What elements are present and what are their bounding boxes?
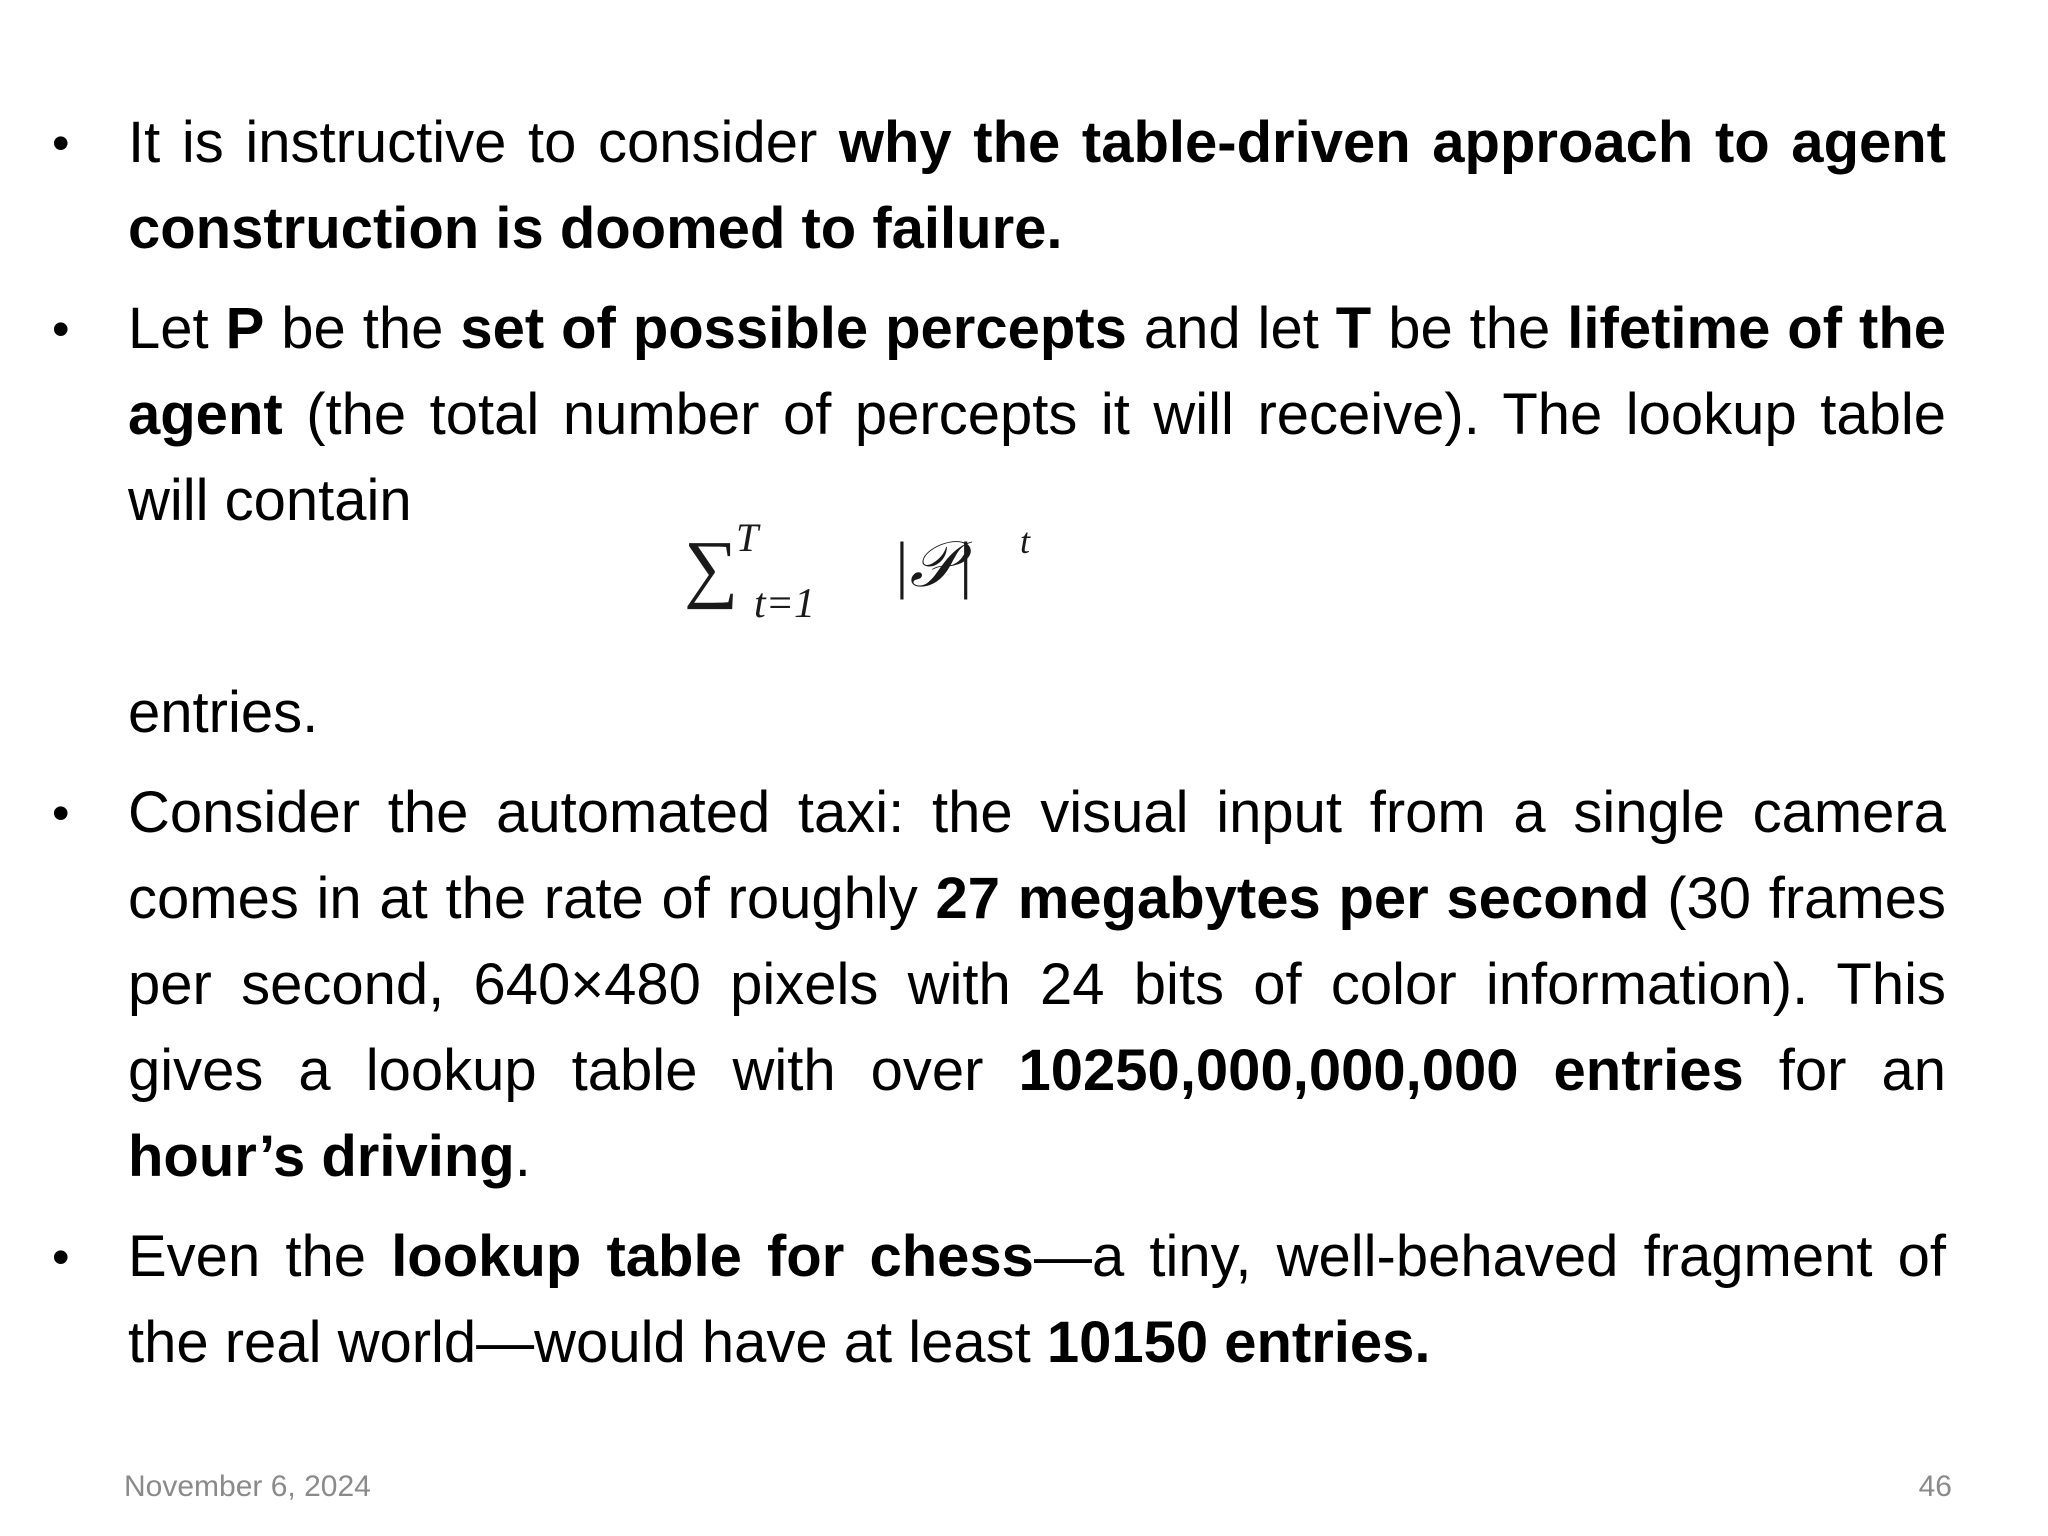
bullet-text: [128, 780, 1946, 1189]
formula-row: [46, 515, 1946, 670]
bullet-text-run: and let: [1126, 296, 1336, 361]
bullet-continuation-text: entries.: [128, 680, 319, 745]
bullet-text-run: It is instructive to consider: [128, 110, 839, 175]
bullet-marker: •: [52, 115, 70, 171]
bullet-text-bold-run: 27 megabytes per second: [935, 866, 1650, 931]
bullet-text-run: —a tiny, well-behaved fragment of the real world—would have at least: [128, 1224, 1947, 1375]
bullet-text-bold-run: P: [225, 296, 265, 361]
formula-exponent: t: [1020, 521, 1031, 561]
bullet-text-bold-run: lifetime of the agent: [128, 296, 1947, 447]
bullet-text-bold-run: lookup table for chess: [391, 1224, 1034, 1289]
bullet-item-1: [46, 100, 1946, 272]
bullet-item-4: [46, 1214, 1946, 1386]
bullet-text-bold-run: 10250,000,000,000 entries: [1018, 1038, 1744, 1103]
bullet-text-run: for an: [1743, 1038, 1946, 1103]
bullet-text-run: Consider the automated taxi: the visual input from a single camera comes in at the rate of roughly: [128, 780, 1946, 931]
bullet-text: [128, 296, 1946, 533]
bullet-text-bold-run: why the table-driven approach to agent construction is doomed to failure.: [128, 110, 1946, 261]
bullet-item-2: [46, 286, 1946, 544]
formula-term: |𝒫|: [892, 529, 974, 600]
bullet-marker: •: [52, 785, 70, 841]
summation-formula: [684, 515, 1031, 627]
bullet-text-run: .: [514, 1124, 531, 1189]
bullet-text-bold-run: hour’s driving: [128, 1124, 515, 1189]
bullet-text-run: (30 frames per second, 640×480 pixels with 24 bits of color information). This gives a lookup table with over: [128, 866, 1947, 1103]
formula-lower-limit: t=1: [754, 581, 816, 627]
bullet-marker: •: [52, 1229, 70, 1285]
bullet-text-bold-run: set of possible percepts: [460, 296, 1127, 361]
bullet-text-run: Even the: [128, 1224, 392, 1289]
slide-body: [46, 100, 1946, 1400]
bullet-text-run: be the: [1371, 296, 1568, 361]
bullet-text-run: be the: [264, 296, 461, 361]
bullet-text-run: (the total number of percepts it will receive). The lookup table will contain: [128, 382, 1946, 533]
bullet-text-run: Let: [128, 296, 226, 361]
bullet-text: [128, 1224, 1946, 1375]
sigma-symbol: ∑: [684, 526, 739, 610]
bullet-item-3: [46, 770, 1946, 1200]
footer-date: November 6, 2024: [124, 1470, 371, 1503]
slide-number: 46: [1918, 1470, 1952, 1503]
formula-upper-limit: T: [736, 515, 759, 560]
bullet-text-bold-run: T: [1335, 296, 1372, 361]
bullet-marker: •: [52, 301, 70, 357]
bullet-text-bold-run: 10150 entries.: [1046, 1310, 1431, 1375]
bullet-text: [128, 110, 1946, 261]
